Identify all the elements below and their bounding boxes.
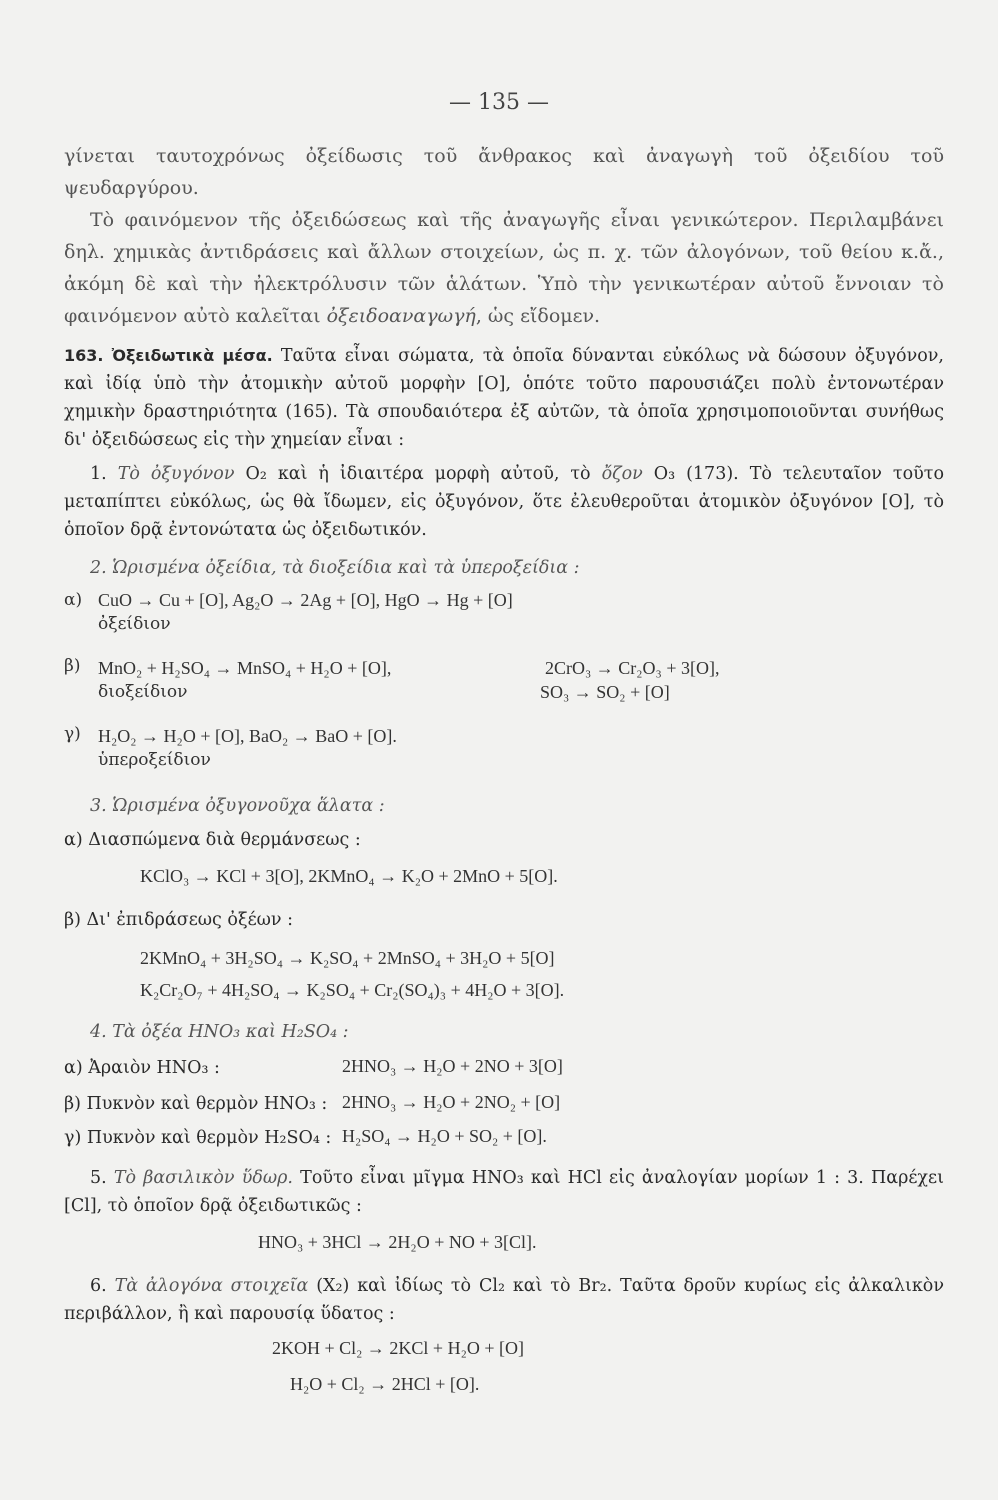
item-4-row-b-label: β) Πυκνὸν καὶ θερμὸν HNO₃ : [64, 1094, 328, 1114]
item-4-row-g-equation: H₂SO₄ → H₂O + SO₂ + [O]. [342, 1126, 547, 1146]
item-3-b-equation-1: 2KMnO₄ + 3H₂SO₄ → K₂SO₄ + 2MnSO₄ + 3H₂O + 5[O] [140, 948, 555, 968]
item-1-text-a: O₂ καὶ ἡ ἰδιαιτέρα μορφὴ αὐτοῦ, τὸ [245, 464, 591, 484]
item-5-text: Τοῦτο εἶναι μῖγμα HNO₃ καὶ HCl εἰς ἀναλογίαν μορίων 1 : 3. Παρέχει [Cl], τὸ ὁποῖον δρᾷ ὀξειδωτικῶς : [64, 1168, 944, 1216]
item-2-label-b: β) [64, 656, 81, 676]
item-2-equation-a: CuO → Cu + [O], Ag₂O → 2Ag + [O], HgO → Hg + [O] [98, 590, 513, 610]
item-4-row-b-equation: 2HNO₃ → H₂O + 2NO₂ + [O] [342, 1092, 561, 1112]
item-3-a-equation: KClO₃ → KCl + 3[O], 2KMnO₄ → K₂O + 2MnO + 5[O]. [140, 866, 558, 886]
item-1-num: 1. [90, 464, 107, 484]
item-2-equation-g: H₂O₂ → H₂O + [O], BaO₂ → BaO + [O]. [98, 726, 397, 746]
section-number: 163. [64, 346, 104, 365]
item-1 [64, 460, 944, 544]
item-3-heading: 3. Ὡρισμένα ὀξυγονοῦχα ἅλατα : [90, 796, 385, 816]
item-4-row-a-equation: 2HNO₃ → H₂O + 2NO + 3[O] [342, 1056, 563, 1076]
section-text: Ταῦτα εἶναι σώματα, τὰ ὁποῖα δύνανται εὐκόλως νὰ δώσουν ὀξυγόνον, καὶ ἰδίᾳ ὑπὸ τὴν ἀτομικὴν αὐτοῦ μορφὴν [O], ὁπότε τοῦτο παρουσιάζει πολὺ ἐντονωτέραν χημικὴν δραστηριότητα (165). Τὰ σπουδαιότερα ἐξ αὐτῶν, τὰ ὁποῖα χρησιμοποιοῦνται συνήθως δι' ὀξειδώσεως εἰς τὴν χημείαν εἶναι : [64, 346, 944, 450]
item-2-equation-b: MnO₂ + H₂SO₄ → MnSO₄ + H₂O + [O], [98, 658, 392, 678]
section-title: Ὀξειδωτικὰ μέσα. [111, 346, 273, 365]
section-163 [64, 342, 944, 454]
item-4-heading: 4. Τὰ ὀξέα HNO₃ καὶ H₂SO₄ : [90, 1022, 349, 1042]
item-2-sub-b: διοξείδιον [98, 682, 188, 702]
item-5-equation: HNO₃ + 3HCl → 2H₂O + NO + 3[Cl]. [258, 1232, 537, 1252]
item-3-a-label: α) Διασπώμενα διὰ θερμάνσεως : [64, 830, 361, 850]
item-2-sub-g: ὑπεροξείδιον [98, 750, 211, 770]
item-4-row-a-label: α) Ἀραιὸν HNO₃ : [64, 1058, 220, 1078]
intro-text-2b: , ὡς εἴδομεν. [475, 305, 601, 327]
item-6 [64, 1272, 944, 1328]
intro-text-1: γίνεται ταυτοχρόνως ὀξείδωσις τοῦ ἄνθρακος καὶ ἀναγωγὴ τοῦ ὀξειδίου τοῦ ψευδαργύρου. [64, 145, 944, 199]
item-5-num: 5. [90, 1168, 107, 1188]
item-4-row-g-label: γ) Πυκνὸν καὶ θερμὸν H₂SO₄ : [64, 1128, 332, 1148]
item-3-b-equation-2: K₂Cr₂O₇ + 4H₂SO₄ → K₂SO₄ + Cr₂(SO₄)₃ + 4H₂O + 3[O]. [140, 980, 565, 1000]
term-redox: ὀξειδοαναγωγή [326, 305, 476, 327]
item-6-equation-2: H₂O + Cl₂ → 2HCl + [O]. [290, 1374, 480, 1394]
item-6-halogens: Τὰ ἀλογόνα στοιχεῖα [114, 1276, 309, 1296]
item-3-b-label: β) Δι' ἐπιδράσεως ὀξέων : [64, 910, 294, 930]
item-1-ozone: ὄζον [601, 464, 643, 484]
item-1-oxygen: Τὸ ὀξυγόνον [117, 464, 235, 484]
item-6-equation-1: 2KOH + Cl₂ → 2KCl + H₂O + [O] [272, 1338, 524, 1358]
intro-text-2a: Τὸ φαινόμενον τῆς ὀξειδώσεως καὶ τῆς ἀναγωγῆς εἶναι γενικώτερον. Περιλαμβάνει δηλ. χημικὰς ἀντιδράσεις καὶ ἄλλων στοιχείων, ὡς π. χ. τῶν ἀλογόνων, τοῦ θείου κ.ἄ., ἀκόμη δὲ καὶ τὴν ἠλεκτρόλυσιν τῶν ἁλάτων. Ὑπὸ τὴν γενικωτέραν αὐτοῦ ἔννοιαν τὸ φαινόμενον αὐτὸ καλεῖται [64, 209, 944, 327]
item-1-text-b: O₃ (173). Τὸ τελευταῖον τοῦτο μεταπίπτει εὐκόλως, ὡς θὰ ἴδωμεν, εἰς ὀξυγόνον, ὅτε ἐλευθεροῦται ἀτομικὸν ὀξυγόνον [O], τὸ ὁποῖον δρᾷ ἐντονώτατα ὡς ὀξειδωτικόν. [64, 464, 944, 540]
item-2-label-a: α) [64, 590, 83, 610]
item-2-heading: 2. Ὡρισμένα ὀξείδια, τὰ διοξείδια καὶ τὰ ὑπεροξείδια : [90, 558, 580, 578]
item-2-sub-a: ὀξείδιον [98, 614, 171, 634]
item-5-aqua-regia: Τὸ βασιλικὸν ὕδωρ. [113, 1168, 293, 1188]
page-number: — 135 — [449, 90, 549, 115]
intro-paragraph-2 [64, 204, 944, 332]
item-6-num: 6. [90, 1276, 107, 1296]
item-6-text: (X₂) καὶ ἰδίως τὸ Cl₂ καὶ τὸ Br₂. Ταῦτα δροῦν κυρίως εἰς ἀλκαλικὸν περιβάλλον, ἢ καὶ παρουσίᾳ ὕδατος : [64, 1276, 944, 1324]
item-2-equation-b3: SO₃ → SO₂ + [O] [540, 682, 670, 702]
intro-paragraph-1 [64, 140, 944, 204]
item-2-label-g: γ) [64, 724, 81, 744]
item-5 [64, 1164, 944, 1220]
item-2-equation-b2: 2CrO₃ → Cr₂O₃ + 3[O], [545, 658, 720, 678]
